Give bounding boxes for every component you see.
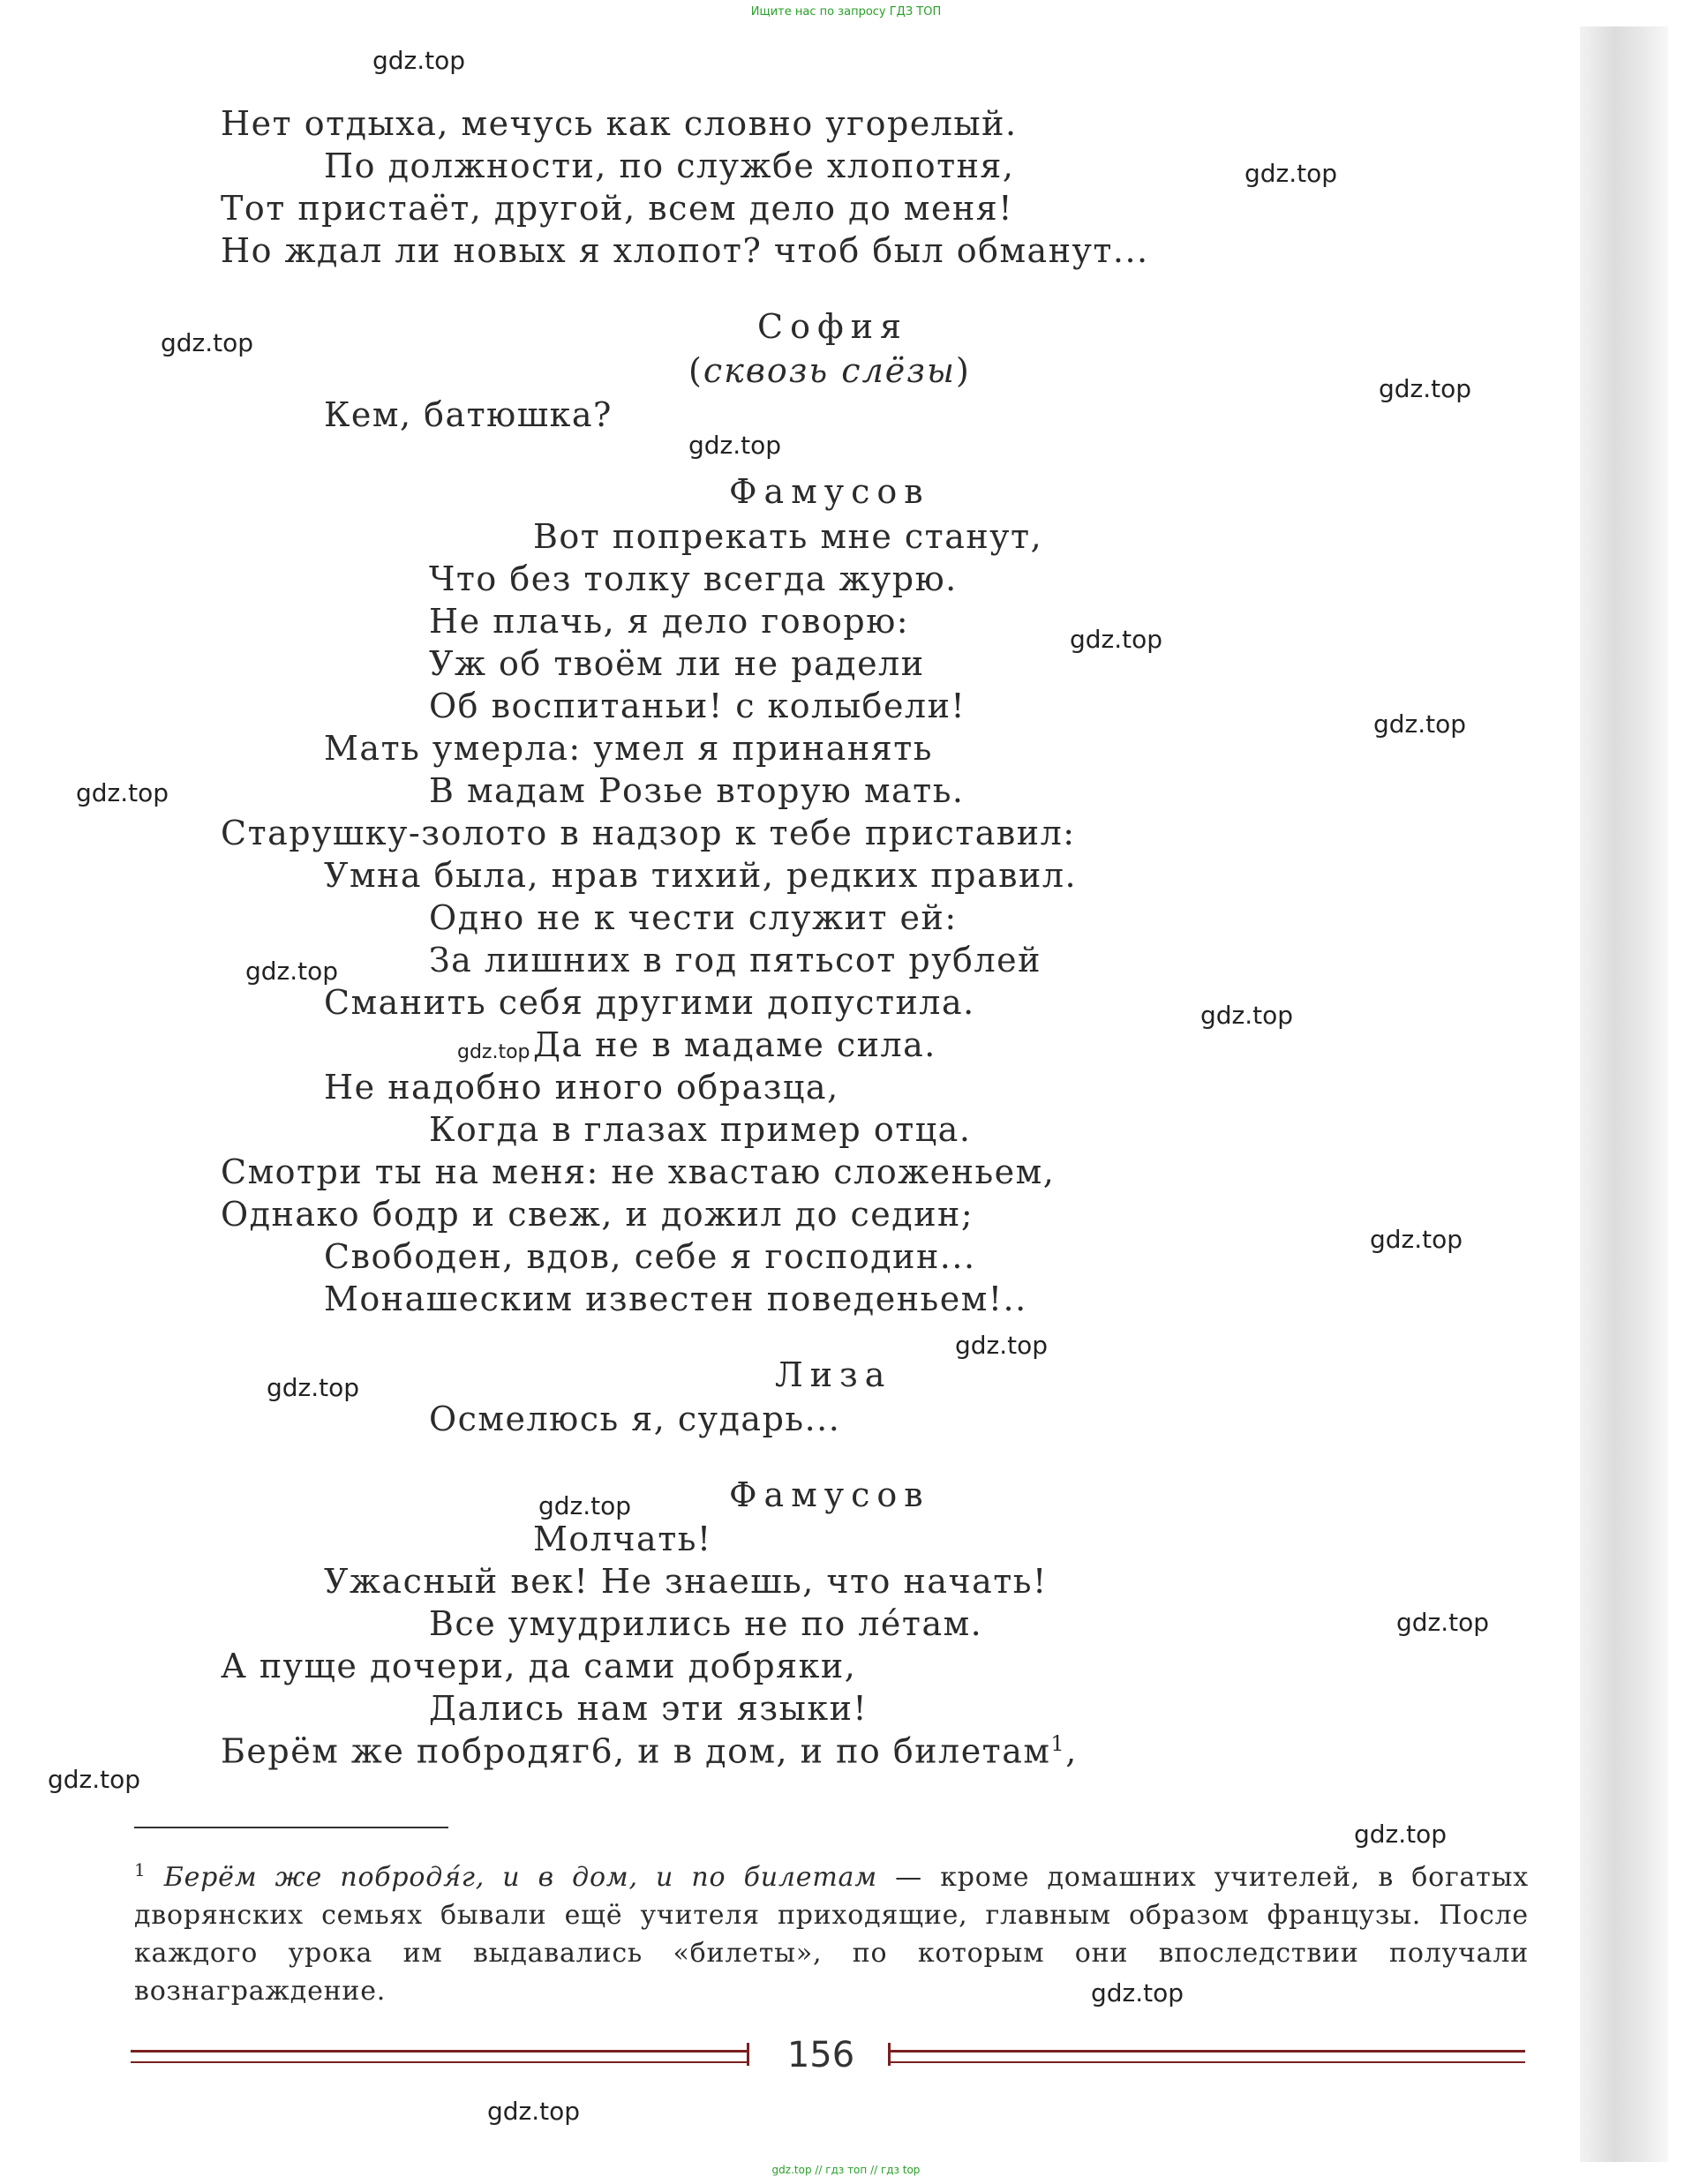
watermark: gdz.top: [76, 778, 169, 807]
footnote-divider: [134, 1827, 448, 1828]
watermark: gdz.top: [1373, 709, 1467, 739]
verse-line: Смотри ты на меня: не хвастаю сложеньем,: [221, 1152, 1056, 1191]
watermark: gdz.top: [1245, 159, 1338, 188]
footnote-ref[interactable]: 1: [1050, 1731, 1066, 1756]
page-rule-tick: [747, 2043, 749, 2066]
verse-line: Не надобно иного образца,: [324, 1068, 839, 1107]
verse-line: Об воспитаньи! с колыбели!: [429, 687, 966, 725]
page-rule-left: [131, 2050, 748, 2063]
page-number: 156: [786, 2035, 855, 2075]
watermark: gdz.top: [1354, 1820, 1448, 1849]
verse-line-last: [221, 1731, 1078, 1771]
verse-line-punct: ,: [1065, 1731, 1078, 1771]
watermark: gdz.top: [487, 2097, 581, 2126]
watermark: gdz.top: [1370, 1225, 1463, 1254]
footnote-text: — кроме домашних учителей, в богатых дворянских семьях бывали ещё учителя приходящие, главным образом французы. После каждого урока им выдавались «билеты», по которым они впоследствии получали вознаграждение.: [134, 1862, 1529, 2007]
watermark: gdz.top: [267, 1373, 360, 1402]
verse-line: Тот пристаёт, другой, всем дело до меня!: [221, 189, 1014, 228]
watermark: gdz.top: [372, 46, 466, 75]
watermark: gdz.top: [955, 1331, 1049, 1360]
watermark: gdz.top: [688, 431, 782, 460]
footnote-term: Берём же побродя́г, и в дом, и по билетам: [163, 1862, 877, 1893]
watermark: gdz.top: [1396, 1608, 1490, 1637]
verse-line-text: Берём же побродяг6, и в дом, и по билетам: [221, 1731, 1051, 1771]
footnote-marker: 1: [134, 1859, 147, 1880]
verse-line: Ужасный век! Не знаешь, что начать!: [324, 1562, 1048, 1601]
verse-line: Уж об твоём ли не радели: [429, 644, 925, 683]
verse-line: Дались нам эти языки!: [429, 1689, 869, 1728]
speaker-name: Фамусов: [729, 472, 930, 511]
stage-direction-text: сквозь слёзы: [703, 351, 956, 390]
watermark: gdz.top: [48, 1765, 141, 1794]
bottom-banner[interactable]: gdz.top // гдз топ // гдз top: [771, 2164, 921, 2176]
verse-line: Да не в мадаме сила.: [533, 1025, 936, 1064]
verse-line: Не плачь, я дело говорю:: [429, 602, 910, 641]
verse-line: Монашеским известен поведеньем!..: [324, 1280, 1027, 1318]
verse-line: Кем, батюшка?: [324, 395, 613, 434]
page-edge-shadow: [1580, 26, 1668, 2162]
verse-line: Однако бодр и свеж, и дожил до седин;: [221, 1195, 974, 1234]
page-rule-right: [890, 2050, 1525, 2063]
watermark: gdz.top: [1200, 1001, 1294, 1030]
verse-line: В мадам Розье вторую мать.: [429, 771, 965, 810]
verse-line: Когда в глазах пример отца.: [429, 1110, 972, 1149]
verse-line: По должности, по службе хлопотня,: [324, 146, 1015, 185]
stage-direction: (сквозь слёзы): [688, 351, 971, 390]
verse-line: Осмелюсь я, сударь...: [429, 1400, 841, 1438]
verse-line: Мать умерла: умел я принанять: [324, 729, 933, 768]
footnote: [134, 1851, 1529, 2010]
top-banner[interactable]: Ищите нас по запросу ГДЗ ТОП: [750, 5, 942, 19]
watermark: gdz.top: [1091, 1978, 1184, 2008]
watermark: gdz.top: [161, 328, 254, 357]
watermark: gdz.top: [538, 1491, 632, 1520]
verse-line: Старушку-золото в надзор к тебе приставил:: [221, 814, 1076, 852]
verse-line: Одно не к чести служит ей:: [429, 898, 958, 937]
verse-line: За лишних в год пятьсот рублей: [429, 941, 1042, 979]
speaker-name: Фамусов: [729, 1475, 930, 1514]
verse-line: А пуще дочери, да сами добряки,: [221, 1647, 857, 1685]
watermark: gdz.top: [245, 957, 339, 986]
verse-line: Все умудрились не по лéтам.: [429, 1604, 983, 1643]
verse-line: Что без толку всегда журю.: [429, 559, 958, 598]
verse-line: Молчать!: [533, 1520, 712, 1558]
speaker-name: София: [757, 307, 908, 346]
verse-line: Вот попрекать мне станут,: [533, 517, 1043, 556]
watermark: gdz.top: [1070, 625, 1163, 654]
verse-line: Нет отдыха, мечусь как словно угорелый.: [221, 104, 1018, 143]
verse-line: Но ждал ли новых я хлопот? чтоб был обманут...: [221, 231, 1149, 270]
watermark: gdz.top: [1379, 374, 1472, 403]
speaker-name: Лиза: [775, 1355, 892, 1394]
verse-line: Умна была, нрав тихий, редких правил.: [324, 856, 1078, 895]
verse-line: Свободен, вдов, себе я господин...: [324, 1237, 976, 1276]
watermark: gdz.top: [457, 1041, 530, 1063]
verse-line: Сманить себя другими допустила.: [324, 983, 975, 1022]
